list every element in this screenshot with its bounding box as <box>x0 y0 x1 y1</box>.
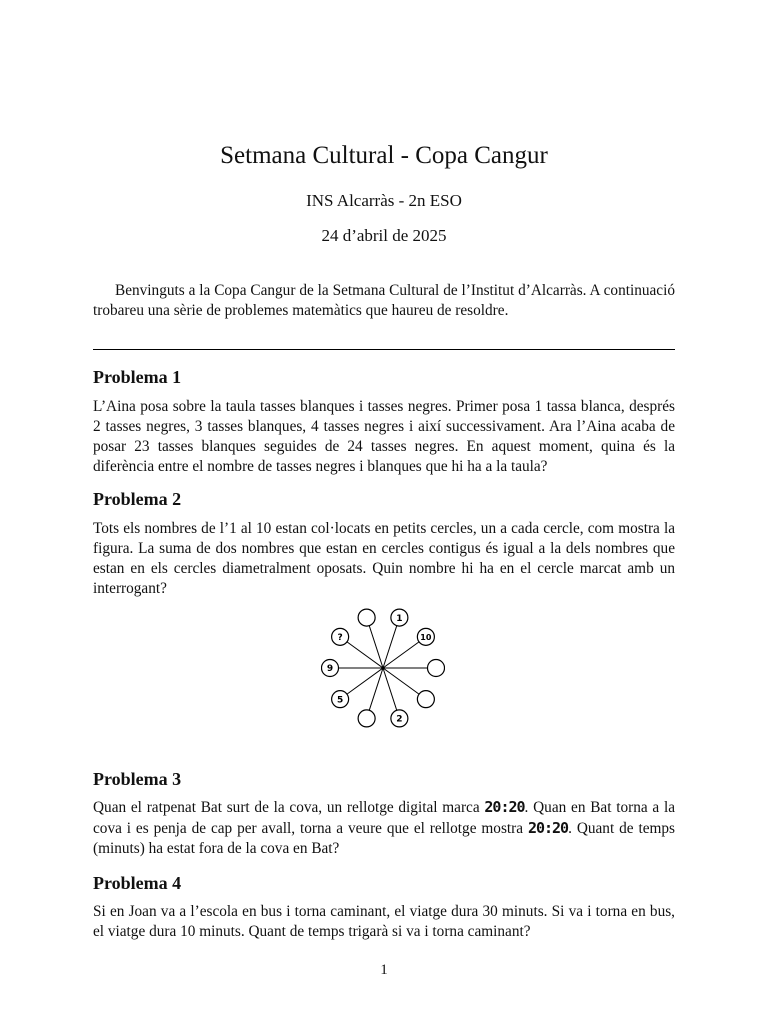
digital-clock-1: 20:20 <box>484 798 525 816</box>
figure-circle-label: 1 <box>396 613 403 624</box>
figure-circle-shape <box>417 691 434 708</box>
spoke-line <box>383 668 419 694</box>
figure-circle-label: ? <box>337 633 343 644</box>
problem-1-text: L’Aina posa sobre la taula tasses blanques i tasses negres. Primer posa 1 tassa blanca, després 2 tasses negres, 3 tasses blanques, 4 tasses negres i així successivament. Ara l’Aina acaba de posar 23 tasses blanques seguides de 24 tasses negres. En aquest moment, quina és la diferència entre el nombre de tasses negres i blanques que hi ha a la taula? <box>93 398 675 475</box>
figure-circle-label: 10 <box>420 633 432 643</box>
figure-circle-label: 2 <box>396 714 403 725</box>
spoke-line <box>383 626 397 668</box>
spoke-line <box>383 642 419 668</box>
digital-clock-2: 20:20 <box>527 819 569 837</box>
spoke-line <box>347 642 383 668</box>
figure-circle <box>322 660 339 677</box>
problem-3-text-b: . Quan en Bat torna a la cova i es penja de cap per avall, torna a veure que el rellotge mostra <box>93 799 676 837</box>
figure-circle <box>358 609 375 626</box>
problem-4-heading: Problema 4 <box>93 873 182 893</box>
page-number: 1 <box>380 962 388 978</box>
intro-paragraph: Benvinguts a la Copa Cangur de la Setmana Cultural de l’Institut d’Alcarràs. A continuació trobareu una sèrie de problemes matemàtics que haureu de resoldre. <box>93 282 675 319</box>
figure-circle-label: 9 <box>326 664 334 675</box>
document-title: Setmana Cultural - Copa Cangur <box>220 142 548 169</box>
figure-circle <box>428 660 445 677</box>
document-subtitle: INS Alcarràs - 2n ESO <box>306 191 462 210</box>
figure-circle <box>417 628 434 645</box>
figure-circle-shape <box>358 710 375 727</box>
circle-diagram <box>321 606 445 730</box>
problem-4-text: Si en Joan va a l’escola en bus i torna caminant, el viatge dura 30 minuts. Si va i torna en bus, el viatge dura 10 minuts. Quant de temps trigarà si va i torna caminant? <box>93 903 675 940</box>
spoke-line <box>383 668 397 710</box>
figure-circle <box>417 691 434 708</box>
spoke-line <box>347 668 383 694</box>
figure-circle <box>391 609 408 626</box>
problem-2-heading: Problema 2 <box>93 489 182 509</box>
figure-circle-shape <box>428 660 445 677</box>
figure-circle-label: 5 <box>336 695 344 706</box>
figure-circle <box>391 710 408 727</box>
problem-3-text-a: Quan el ratpenat Bat surt de la cova, un rellotge digital marca <box>93 799 485 816</box>
problem-3-text <box>93 797 675 859</box>
figure-circle <box>332 628 349 645</box>
problem-3-text-c: . Quant de temps (minuts) ha estat fora de la cova en Bat? <box>93 820 675 857</box>
problem-2-text: Tots els nombres de l’1 al 10 estan col·locats en petits cercles, un a cada cercle, com mostra la figura. La suma de dos nombres que estan en cercles contigus és igual a la dels nombres que estan en els cercles diametralment oposats. Quin nombre hi ha en el cercle marcat amb un interrogant? <box>93 520 675 597</box>
figure-circle <box>332 691 349 708</box>
spoke-line <box>369 668 383 710</box>
figure-circle <box>358 710 375 727</box>
problem-3-heading: Problema 3 <box>93 769 182 789</box>
horizontal-rule <box>93 349 675 350</box>
document-date: 24 d’abril de 2025 <box>321 226 447 245</box>
spoke-line <box>369 626 383 668</box>
figure-circle-shape <box>358 609 375 626</box>
circle-figure <box>321 606 445 735</box>
problem-1-heading: Problema 1 <box>93 367 182 387</box>
